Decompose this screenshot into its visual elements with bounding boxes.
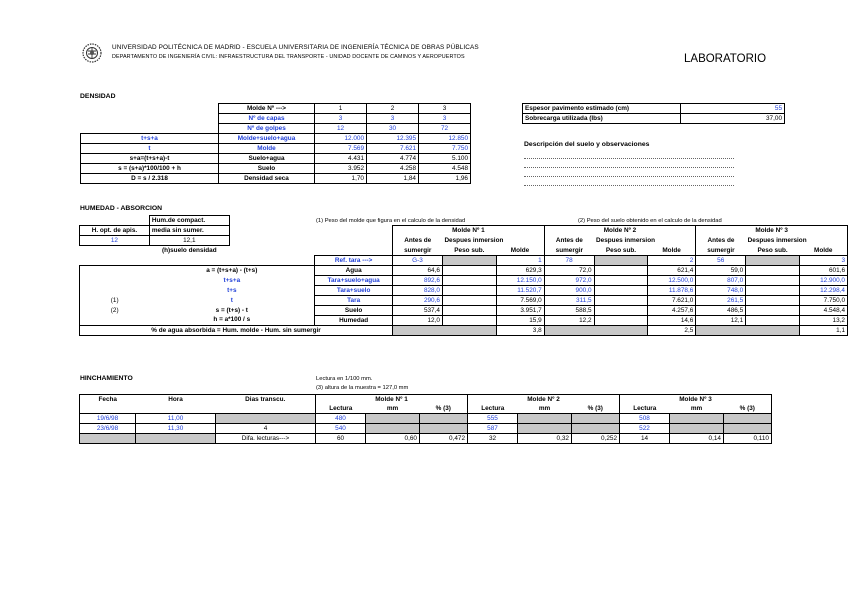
value-cell: 1,84 <box>367 174 419 184</box>
value-cell: 64,6 <box>393 265 443 275</box>
lectura-cell[interactable]: 508 <box>620 414 670 424</box>
ref-tara[interactable]: 3 <box>800 255 848 265</box>
value-cell[interactable]: 892,6 <box>393 275 443 285</box>
value-cell[interactable]: 12.150,0 <box>496 275 544 285</box>
golpes-label: Nº de golpes <box>219 124 315 134</box>
lectura-cell[interactable]: 587 <box>468 424 518 434</box>
humedad-title: HUMEDAD - ABSORCION <box>80 205 163 212</box>
despues-inmersion: Despues inmersion <box>444 237 504 244</box>
hora-cell[interactable]: 11,30 <box>136 424 216 434</box>
molde-header: Molde Nº 2 <box>544 226 696 236</box>
formula-cell: a = (t+s+a) - (t+s) <box>149 265 314 275</box>
hsuelo-label: (h)suelo densidad <box>161 247 217 254</box>
col-mm: mm <box>670 404 724 414</box>
value-cell: 14,6 <box>648 315 696 325</box>
hinchamiento-note-1: Lectura en 1/100 mm. <box>316 376 373 382</box>
value-cell: 5.100 <box>419 154 471 164</box>
formula-cell: t <box>230 296 233 304</box>
row-prefix <box>80 265 150 275</box>
molde-col: Molde <box>800 246 848 256</box>
dif-label: Difa. lecturas---> <box>216 434 316 444</box>
value-cell: 4.258 <box>367 164 419 174</box>
dif-lectura: 32 <box>468 434 518 444</box>
value-cell: 12,1 <box>696 315 746 325</box>
value-cell: 13,2 <box>800 315 848 325</box>
despues-inmersion: Despues inmersion <box>596 237 656 244</box>
despues-inmersion: Despues inmersion <box>746 236 848 246</box>
absorbida-value: 1,1 <box>800 325 848 335</box>
hum-compact-label: Hum.de compact. <box>149 216 229 226</box>
humedad-table <box>79 215 848 336</box>
formula-cell: t <box>81 144 219 154</box>
sumergir: sumergir <box>393 246 443 256</box>
row-prefix: (2) <box>80 305 150 315</box>
row-label: Molde+suelo+agua <box>219 134 315 144</box>
dias-cell <box>216 414 316 424</box>
value-cell: 12,2 <box>544 315 594 325</box>
col-lectura: Lectura <box>468 404 518 414</box>
espesor-value[interactable]: 55 <box>681 104 785 114</box>
col-mm: mm <box>518 404 572 414</box>
value-cell: 7.569,0 <box>496 295 544 305</box>
sumergir: sumergir <box>696 246 746 256</box>
university-name: UNIVERSIDAD POLITÉCNICA DE MADRID - ESCUELA UNIVERSITARIA DE INGENIERÍA TÉCNICA DE OBRAS PÚBLICAS <box>112 44 479 51</box>
formula-cell: s+a=(t+s+a)-t <box>81 154 219 164</box>
lectura-cell[interactable]: 522 <box>620 424 670 434</box>
observaciones-lines[interactable] <box>524 150 734 186</box>
molde-header: Molde Nº 3 <box>696 226 848 236</box>
densidad-table <box>80 103 471 184</box>
antes-de: Antes de <box>696 236 746 246</box>
value-cell: 15,9 <box>496 315 544 325</box>
value-cell[interactable]: 12.395 <box>367 134 419 144</box>
descripcion-label: Descripción del suelo y observaciones <box>524 141 650 148</box>
dif-lectura: 14 <box>620 434 670 444</box>
formula-cell: h = a*100 / s <box>213 316 251 324</box>
formula-cell: D = s / 2.318 <box>81 174 219 184</box>
row-label: Densidad seca <box>219 174 315 184</box>
value-cell[interactable]: 290,6 <box>393 295 443 305</box>
densidad-title: DENSIDAD <box>80 93 116 100</box>
row-label: Molde <box>219 144 315 154</box>
value-cell[interactable]: 12.298,4 <box>800 285 848 295</box>
value-cell[interactable]: 748,0 <box>696 285 746 295</box>
col-pct: % (3) <box>572 404 620 414</box>
espesor-table <box>522 103 785 124</box>
hora-cell[interactable]: 11,00 <box>136 414 216 424</box>
peso-sub: Peso sub. <box>746 246 800 256</box>
value-cell: 4.257,6 <box>648 305 696 315</box>
antes-de: Antes de <box>393 236 443 246</box>
value-cell: 621,4 <box>648 265 696 275</box>
row-prefix: (1) <box>80 295 150 305</box>
value-cell: 3.951,7 <box>496 305 544 315</box>
value-cell: 1,70 <box>315 174 367 184</box>
value-cell: 629,3 <box>496 265 544 275</box>
row-label: Humedad <box>315 315 393 325</box>
humedad-note-1: (1) Peso del molde que figura en el calculo de la densidad <box>316 218 466 224</box>
row-prefix <box>80 275 150 285</box>
value-cell: 7.621,0 <box>648 295 696 305</box>
value-cell: 72,0 <box>544 265 594 275</box>
value-cell: 601,6 <box>800 265 848 275</box>
molde-num: 2 <box>367 104 419 114</box>
col-lectura: Lectura <box>316 404 366 414</box>
ref-tara[interactable]: 1 <box>496 255 544 265</box>
value-cell[interactable]: 12.500,0 <box>648 275 696 285</box>
fecha-cell[interactable]: 23/6/98 <box>80 424 136 434</box>
humedad-note-2: (2) Peso del suelo obtenido en el calculo de la densidad <box>578 218 722 224</box>
molde-header: Molde Nº 3 <box>620 395 772 405</box>
value-cell[interactable]: 7.569 <box>315 144 367 154</box>
col-dias: Dias transcu. <box>216 395 316 405</box>
row-prefix <box>80 285 150 295</box>
ref-tara-label: Ref. tara ---> <box>315 255 393 265</box>
value-cell: 486,5 <box>696 305 746 315</box>
value-cell[interactable]: 900,0 <box>544 285 594 295</box>
hinchamiento-table <box>79 394 772 444</box>
dif-mm: 0,14 <box>670 434 724 444</box>
value-cell[interactable]: 261,5 <box>696 295 746 305</box>
value-cell[interactable]: 7.750 <box>419 144 471 154</box>
hopt-value[interactable]: 12 <box>80 236 150 246</box>
value-cell: 7.750,0 <box>800 295 848 305</box>
row-label: Suelo+agua <box>219 154 315 164</box>
golpes-value[interactable]: 72 <box>419 124 471 134</box>
row-label: Agua <box>315 265 393 275</box>
sobrecarga-label: Sobrecarga utilizada (lbs) <box>523 114 681 124</box>
value-cell[interactable]: 12.900,0 <box>800 275 848 285</box>
value-cell[interactable]: 11.878,6 <box>648 285 696 295</box>
lectura-cell[interactable]: 540 <box>316 424 366 434</box>
row-label: Suelo <box>219 164 315 174</box>
dif-pct: 0,252 <box>572 434 620 444</box>
molde-num: 1 <box>315 104 367 114</box>
row-label: Tara+suelo <box>315 285 393 295</box>
dif-pct: 0,110 <box>724 434 772 444</box>
dias-cell: 4 <box>216 424 316 434</box>
value-cell: 59,0 <box>696 265 746 275</box>
value-cell: 4.548,4 <box>800 305 848 315</box>
value-cell[interactable]: 972,0 <box>544 275 594 285</box>
ref-tara[interactable]: 56 <box>696 255 746 265</box>
value-cell[interactable]: 11.520,7 <box>496 285 544 295</box>
molde-header: Molde Nº 1 <box>316 395 468 405</box>
capas-value[interactable]: 3 <box>367 114 419 124</box>
media-label: media sin sumer. <box>149 226 229 236</box>
col-pct: % (3) <box>420 404 468 414</box>
row-label: Tara+suelo+agua <box>315 275 393 285</box>
molde-header: Molde Nº 2 <box>468 395 620 405</box>
espesor-label: Espesor pavimento estimado (cm) <box>523 104 681 114</box>
capas-label: Nº de capas <box>219 114 315 124</box>
ref-tara[interactable]: 78 <box>544 255 594 265</box>
department-name: DEPARTAMENTO DE INGENIERÍA CIVIL: INFRAESTRUCTURA DEL TRANSPORTE - UNIDAD DOCENTE DE CAMINOS Y AEROPUERTOS <box>112 54 465 60</box>
peso-sub: Peso sub. <box>442 246 496 256</box>
university-logo <box>80 42 104 64</box>
absorbida-value: 3,8 <box>496 325 544 335</box>
hopt-label: H. opt. de apis. <box>80 226 150 236</box>
absorbida-value: 2,5 <box>648 325 696 335</box>
col-pct: % (3) <box>724 404 772 414</box>
absorbida-label: % de agua absorbida = Hum. molde - Hum. sin sumergir <box>80 325 393 335</box>
hinchamiento-note-2: (3) altura de la muestra = 127,0 mm <box>316 385 409 391</box>
fecha-cell[interactable]: 19/6/98 <box>80 414 136 424</box>
ref-tara[interactable]: 2 <box>648 255 696 265</box>
value-cell[interactable]: 807,0 <box>696 275 746 285</box>
value-cell: 1,96 <box>419 174 471 184</box>
golpes-value[interactable]: 30 <box>367 124 419 134</box>
dif-mm: 0,32 <box>518 434 572 444</box>
value-cell: 12,0 <box>393 315 443 325</box>
capas-value[interactable]: 3 <box>315 114 367 124</box>
media-value: 12,1 <box>149 236 229 246</box>
molde-num: 3 <box>419 104 471 114</box>
dif-lectura: 60 <box>316 434 366 444</box>
sobrecarga-value[interactable]: 37,00 <box>681 114 785 124</box>
value-cell: 537,4 <box>393 305 443 315</box>
value-cell[interactable]: 828,0 <box>393 285 443 295</box>
formula-cell: s = (s+a)*100/100 + h <box>81 164 219 174</box>
value-cell[interactable]: 12.850 <box>419 134 471 144</box>
formula-cell: t+s+a <box>81 134 219 144</box>
value-cell: 3.952 <box>315 164 367 174</box>
value-cell: 4.774 <box>367 154 419 164</box>
ref-tara[interactable]: G-3 <box>393 255 443 265</box>
hinchamiento-title: HINCHAMIENTO <box>80 375 133 382</box>
col-fecha: Fecha <box>80 395 136 405</box>
dif-mm: 0,60 <box>366 434 420 444</box>
golpes-value[interactable]: 12 <box>315 124 367 134</box>
capas-value[interactable]: 3 <box>419 114 471 124</box>
molde-col: Molde <box>496 246 544 256</box>
value-cell[interactable]: 7.621 <box>367 144 419 154</box>
formula-cell: t+s <box>227 286 237 294</box>
formula-cell: t+s+a <box>223 276 241 284</box>
lectura-cell[interactable]: 555 <box>468 414 518 424</box>
antes-de: Antes de <box>544 236 594 246</box>
value-cell: 4.548 <box>419 164 471 174</box>
row-label: Suelo <box>315 305 393 315</box>
value-cell[interactable]: 311,5 <box>544 295 594 305</box>
value-cell[interactable]: 12.000 <box>315 134 367 144</box>
molde-header: Molde Nº 1 <box>393 226 545 236</box>
formula-cell: s = (t+s) - t <box>215 306 248 314</box>
dif-pct: 0,472 <box>420 434 468 444</box>
lectura-cell[interactable]: 480 <box>316 414 366 424</box>
col-hora: Hora <box>136 395 216 405</box>
sumergir: sumergir <box>544 246 594 256</box>
col-lectura: Lectura <box>620 404 670 414</box>
row-label: Tara <box>315 295 393 305</box>
peso-sub: Peso sub. <box>594 246 648 256</box>
value-cell: 588,5 <box>544 305 594 315</box>
value-cell: 4.431 <box>315 154 367 164</box>
col-mm: mm <box>366 404 420 414</box>
laboratorio-title: LABORATORIO <box>684 53 767 65</box>
molde-label: Molde Nº ---> <box>219 104 315 114</box>
molde-col: Molde <box>648 246 696 256</box>
row-prefix <box>80 315 150 325</box>
